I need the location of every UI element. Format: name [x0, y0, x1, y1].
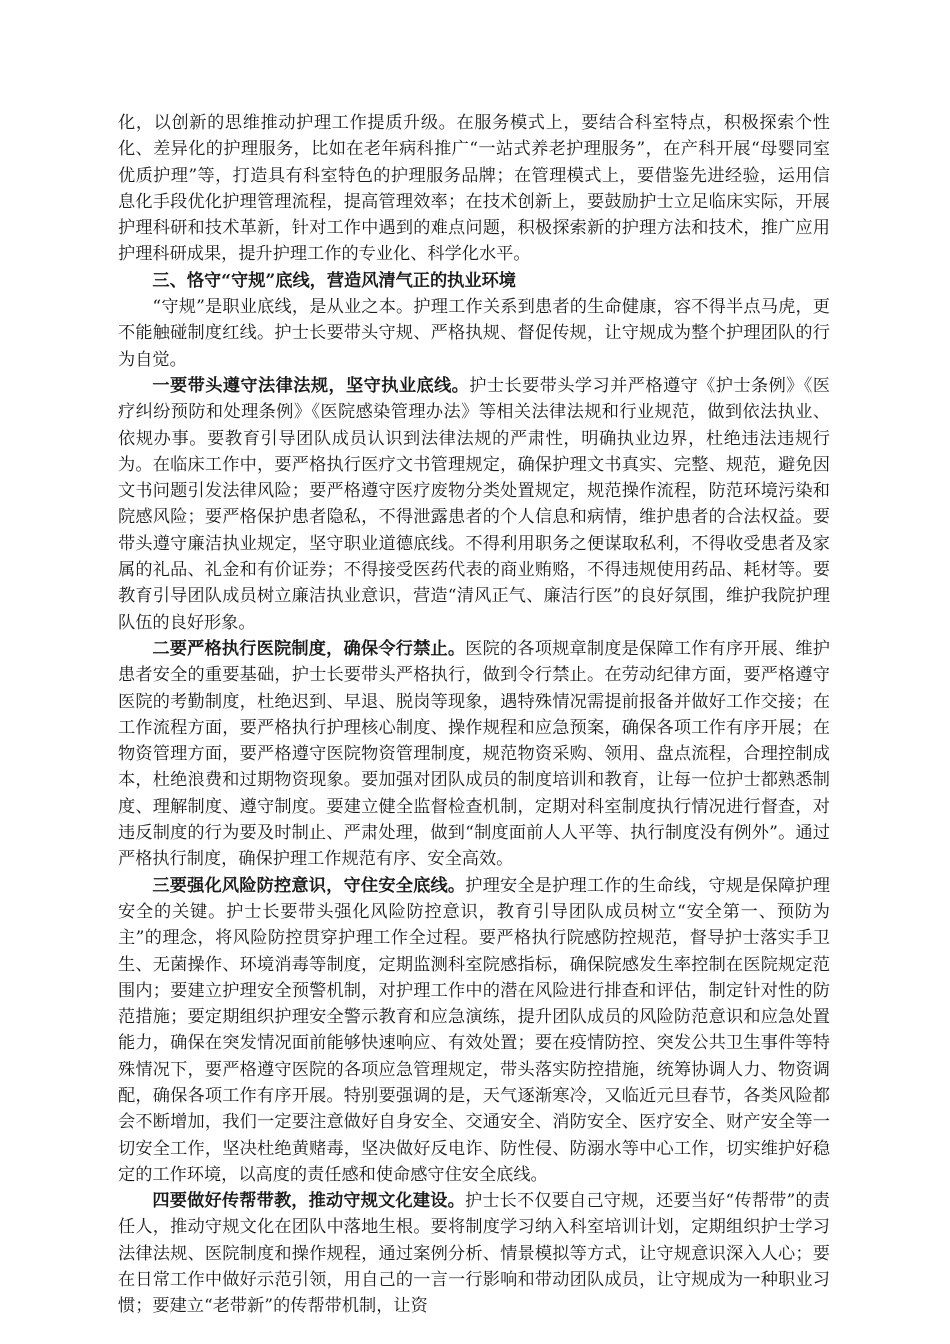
- item-paragraph: [118, 1188, 830, 1319]
- item-paragraph: [118, 873, 830, 1189]
- item-lead: 二要严格执行医院制度，确保令行禁止。: [152, 638, 466, 659]
- item-body: 护士长不仅要自己守规，还要当好“传帮带”的责任人，推动守规文化在团队中落地生根。要将制度学习纳入科室培训计划，定期组织护士学习法律法规、医院制度和操作规程，通过案例分析、情景模拟等方式，让守规意识深入人心；要在日常工作中做好示范引领，用自己的一言一行影响和带动团队成员，让守规成为一种职业习惯；要建立“老带新”的传帮带机制，让资: [118, 1191, 830, 1317]
- item-body: 护理安全是护理工作的生命线，守规是保障护理安全的关键。护士长要带头强化风险防控意识，教育引导团队成员树立“安全第一、预防为主”的理念，将风险防控贯穿护理工作全过程。要严格执行院感防控规范，督导护士落实手卫生、无菌操作、环境消毒等制度，定期监测科室院感指标，确保院感发生率控制在医院规定范围内；要建立护理安全预警机制，对护理工作中的潜在风险进行排查和评估，制定针对性的防范措施；要定期组织护理安全警示教育和应急演练，提升团队成员的风险防范意识和应急处置能力，确保在突发情况面前能够快速响应、有效处置；要在疫情防控、突发公共卫生事件等特殊情况下，要严格遵守医院的各项应急管理规定，带头落实防控措施，统筹协调人力、物资调配，确保各项工作有序开展。特别要强调的是，天气逐渐寒冷，又临近元旦春节，各类风险都会不断增加，我们一定要注意做好自身安全、交通安全、消防安全、医疗安全、财产安全等一切安全工作，坚决杜绝黄赌毒，坚决做好反电诈、防性侵、防溺水等中心工作，切实维护好稳定的工作环境，以高度的责任感和使命感守住安全底线。: [118, 875, 830, 1185]
- item-paragraph: [118, 636, 830, 873]
- section-intro: “守规”是职业底线，是从业之本。护理工作关系到患者的生命健康，容不得半点马虎，更不能触碰制度红线。护士长要带头守规、严格执规、督促传规，让守规成为整个护理团队的行为自觉。: [118, 297, 830, 370]
- item-lead: 一要带头遵守法律法规，坚守执业底线。: [152, 375, 470, 396]
- item-paragraph: [118, 373, 830, 636]
- paragraph-continued: 化，以创新的思维推动护理工作提质升级。在服务模式上，要结合科室特点，积极探索个性化、差异化的护理服务，比如在老年病科推广“一站式养老护理服务”，在产科开展“母婴同室优质护理”等，打造具有科室特色的护理服务品牌；在管理模式上，要借鉴先进经验，运用信息化手段优化护理管理流程，提高管理效率；在技术创新上，要鼓励护士立足临床实际，开展护理科研和技术革新，针对工作中遇到的难点问题，积极探索新的护理方法和技术，推广应用护理科研成果，提升护理工作的专业化、科学化水平。: [118, 113, 830, 265]
- item-body: 护士长要带头学习并严格遵守《护士条例》《医疗纠纷预防和处理条例》《医院感染管理办法》等相关法律法规和行业规范，做到依法执业、依规办事。要教育引导团队成员认识到法律法规的严肃性，明确执业边界，杜绝违法违规行为。在临床工作中，要严格执行医疗文书管理规定，确保护理文书真实、完整、规范，避免因文书问题引发法律风险；要严格遵守医疗废物分类处置规定，规范操作流程，防范环境污染和院感风险；要严格保护患者隐私，不得泄露患者的个人信息和病情，维护患者的合法权益。要带头遵守廉洁执业规定，坚守职业道德底线。不得利用职务之便谋取私利，不得收受患者及家属的礼品、礼金和有价证券；不得接受医药代表的商业贿赂，不得违规使用药品、耗材等。要教育引导团队成员树立廉洁执业意识，营造“清风正气、廉洁行医”的良好氛围，维护我院护理队伍的良好形象。: [118, 375, 830, 633]
- item-body: 医院的各项规章制度是保障工作有序开展、维护患者安全的重要基础，护士长要带头严格执行，做到令行禁止。在劳动纪律方面，要严格遵守医院的考勤制度，杜绝迟到、早退、脱岗等现象，遇特殊情况需提前报备并做好工作交接；在工作流程方面，要严格执行护理核心制度、操作规程和应急预案，确保各项工作有序开展；在物资管理方面，要严格遵守医院物资管理制度，规范物资采购、领用、盘点流程，合理控制成本，杜绝浪费和过期物资现象。要加强对团队成员的制度培训和教育，让每一位护士都熟悉制度、理解制度、遵守制度。要建立健全监督检查机制，定期对科室制度执行情况进行督查，对违反制度的行为要及时制止、严肃处理，做到“制度面前人人平等、执行制度没有例外”。通过严格执行制度，确保护理工作规范有序、安全高效。: [118, 638, 830, 870]
- section-heading: 三、恪守“守规”底线，营造风清气正的执业环境: [152, 270, 516, 291]
- item-lead: 三要强化风险防控意识，守住安全底线。: [152, 875, 466, 896]
- document-page: [118, 110, 830, 1320]
- item-lead: 四要做好传帮带教，推动守规文化建设。: [152, 1191, 465, 1212]
